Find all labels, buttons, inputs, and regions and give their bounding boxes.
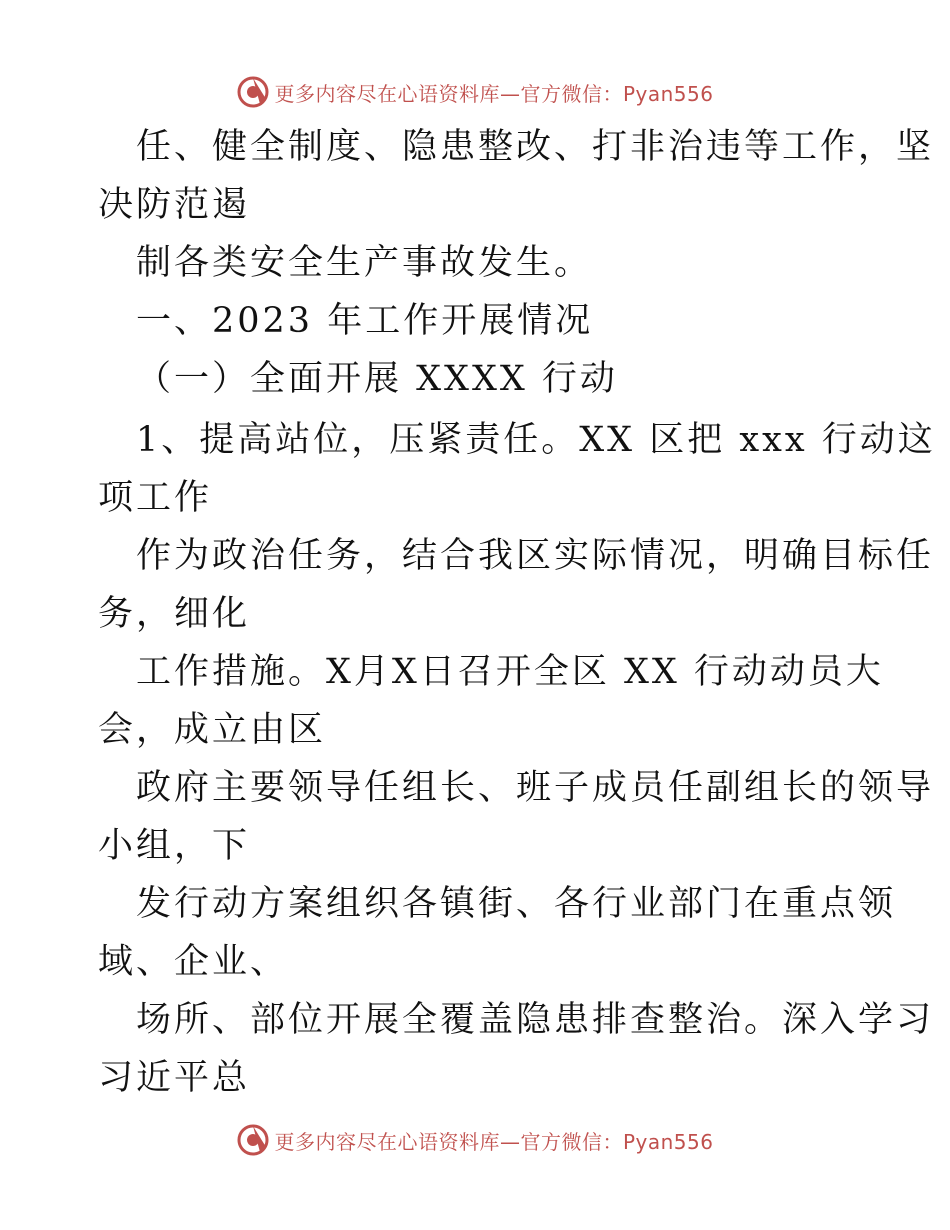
text-line: 政府主要领导任组长、班子成员任副组长的领导: [136, 768, 935, 808]
text-line: 场所、部位开展全覆盖隐患排查整治。深入学习: [136, 1000, 935, 1040]
text-line: 决防范遏: [98, 185, 251, 225]
section-heading: 一、2023 年工作开展情况: [136, 301, 594, 341]
brand-logo-icon: [236, 1123, 270, 1157]
text-line: 发行动方案组织各镇街、各行业部门在重点领: [136, 884, 897, 924]
watermark-text: 更多内容尽在心语资料库—官方微信：Pyan556: [274, 81, 714, 106]
text-line: 小组，下: [98, 826, 251, 866]
text-line: 1、提高站位，压紧责任。XX 区把 xxx 行动这: [136, 420, 936, 460]
text-line: 务，细化: [98, 594, 251, 634]
text-line: 工作措施。X月X日召开全区 XX 行动动员大: [136, 652, 884, 692]
brand-logo-icon: [236, 75, 270, 109]
watermark-banner-top: [0, 72, 950, 112]
text-line: 项工作: [98, 478, 213, 518]
watermark-text: 更多内容尽在心语资料库—官方微信：Pyan556: [274, 1129, 714, 1154]
watermark-banner-bottom: [0, 1120, 950, 1160]
text-line: 制各类安全生产事故发生。: [136, 243, 593, 283]
text-line: 作为政治任务，结合我区实际情况，明确目标任: [136, 536, 935, 576]
text-line: 域、企业、: [98, 942, 289, 982]
text-line: 会，成立由区: [98, 710, 327, 750]
text-line: 习近平总: [98, 1058, 251, 1098]
subsection-heading: （一）全面开展 XXXX 行动: [136, 359, 618, 399]
text-line: 任、健全制度、隐患整改、打非治违等工作，坚: [136, 127, 935, 167]
